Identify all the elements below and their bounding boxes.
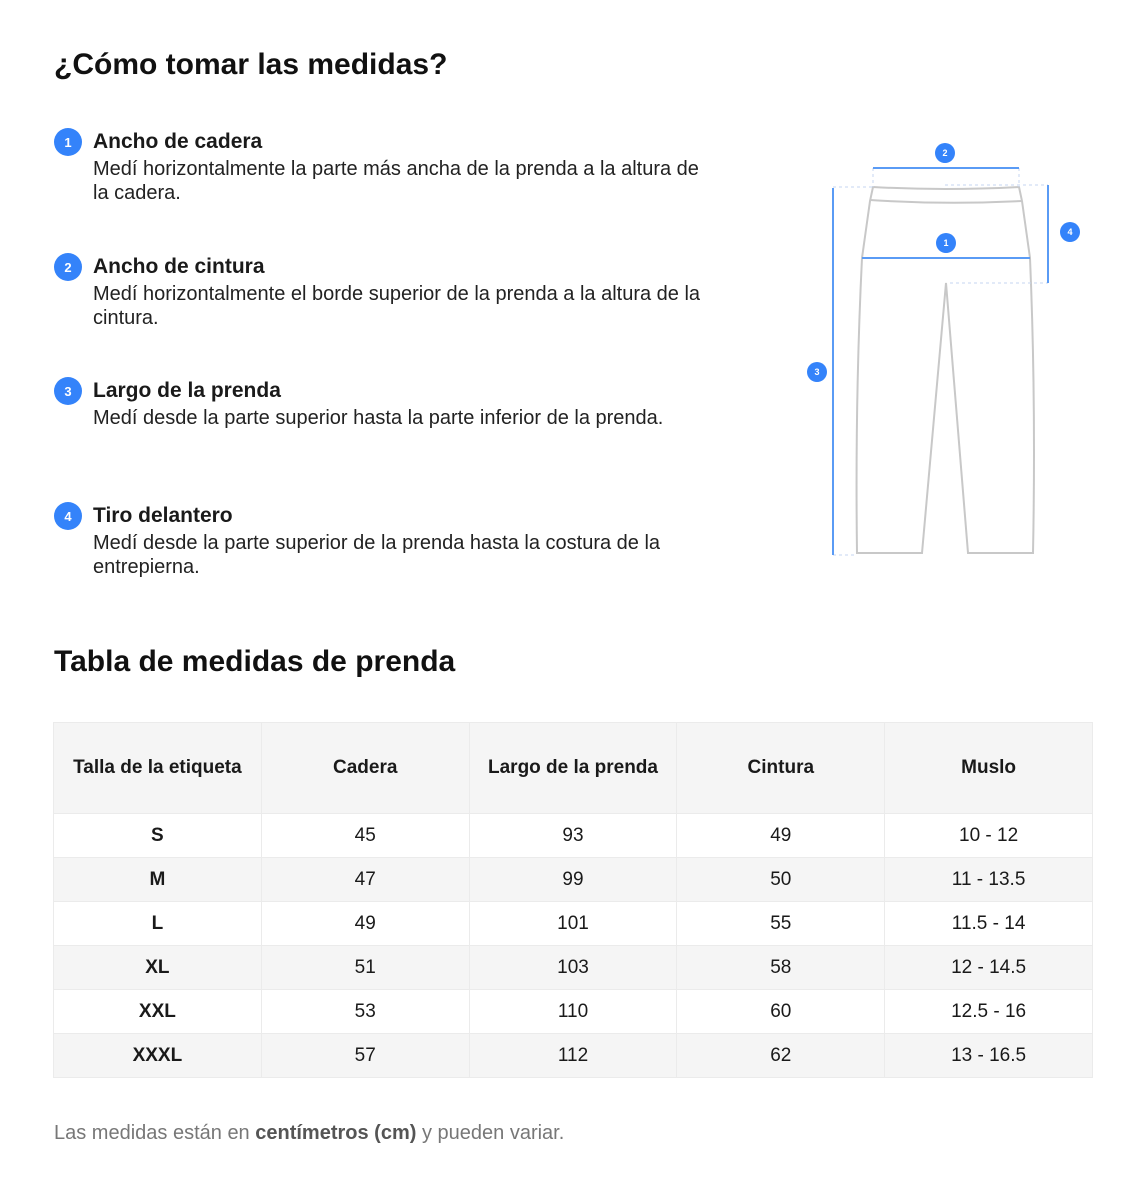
table-cell: L	[54, 902, 262, 946]
step-badge: 3	[54, 377, 82, 405]
table-cell: 45	[261, 814, 469, 858]
table-cell: 12.5 - 16	[885, 990, 1093, 1034]
step-description: Medí desde la parte superior hasta la parte inferior de la prenda.	[93, 407, 664, 429]
table-row	[54, 858, 1093, 902]
table-row	[54, 814, 1093, 858]
step-title: Ancho de cadera	[93, 130, 263, 153]
table-cell: XXXL	[54, 1034, 262, 1078]
note-text: Las medidas están en	[54, 1122, 256, 1144]
table-cell: 12 - 14.5	[885, 946, 1093, 990]
table-cell: 99	[469, 858, 677, 902]
table-cell: XL	[54, 946, 262, 990]
step-title: Largo de la prenda	[93, 379, 281, 402]
table-cell: 47	[261, 858, 469, 902]
step-title: Ancho de cintura	[93, 255, 265, 278]
guide-lines	[833, 168, 1048, 555]
table-cell: S	[54, 814, 262, 858]
svg-text:4: 4	[1067, 227, 1073, 237]
table-cell: 57	[261, 1034, 469, 1078]
step-description: Medí horizontalmente el borde superior de la prenda a la altura de la cintura.	[93, 283, 701, 329]
table-cell: 49	[677, 814, 885, 858]
size-table-title: Tabla de medidas de prenda	[54, 645, 456, 678]
table-cell: 93	[469, 814, 677, 858]
table-cell: 103	[469, 946, 677, 990]
diagram-badge-4	[1060, 222, 1080, 242]
diagram-badge-1	[936, 233, 956, 253]
units-note	[54, 1122, 564, 1145]
table-cell: 11 - 13.5	[885, 858, 1093, 902]
table-row	[54, 902, 1093, 946]
table-cell: 110	[469, 990, 677, 1034]
header-waist: Cintura	[677, 723, 885, 814]
how-to-title: ¿Cómo tomar las medidas?	[54, 48, 448, 81]
table-cell: 11.5 - 14	[885, 902, 1093, 946]
diagram-badge-2	[935, 143, 955, 163]
step-badge: 2	[54, 253, 82, 281]
table-cell: 60	[677, 990, 885, 1034]
note-text-end: y pueden variar.	[416, 1122, 565, 1144]
step-title: Tiro delantero	[93, 504, 233, 527]
table-cell: 13 - 16.5	[885, 1034, 1093, 1078]
header-hip: Cadera	[261, 723, 469, 814]
table-cell: 112	[469, 1034, 677, 1078]
note-units: centímetros (cm)	[255, 1122, 417, 1144]
table-cell: M	[54, 858, 262, 902]
step-description: Medí horizontalmente la parte más ancha de la prenda a la altura de la cadera.	[93, 158, 699, 204]
size-table	[53, 722, 1093, 1078]
table-cell: 53	[261, 990, 469, 1034]
table-row	[54, 1034, 1093, 1078]
step-badge: 4	[54, 502, 82, 530]
header-thigh: Muslo	[885, 723, 1093, 814]
table-row	[54, 990, 1093, 1034]
table-cell: 55	[677, 902, 885, 946]
table-row	[54, 946, 1093, 990]
measurement-lines	[833, 168, 1048, 555]
header-size: Talla de la etiqueta	[54, 723, 262, 814]
table-cell: 49	[261, 902, 469, 946]
table-cell: 58	[677, 946, 885, 990]
table-cell: 10 - 12	[885, 814, 1093, 858]
table-header-row	[54, 723, 1093, 814]
table-cell: 62	[677, 1034, 885, 1078]
svg-text:2: 2	[942, 148, 948, 158]
table-cell: 101	[469, 902, 677, 946]
step-badge: 1	[54, 128, 82, 156]
header-length: Largo de la prenda	[469, 723, 677, 814]
step-description: Medí desde la parte superior de la prenda hasta la costura de la entrepierna.	[93, 532, 661, 578]
diagram-badge-3	[807, 362, 827, 382]
table-cell: 50	[677, 858, 885, 902]
table-cell: 51	[261, 946, 469, 990]
svg-text:3: 3	[814, 367, 820, 377]
table-cell: XXL	[54, 990, 262, 1034]
svg-text:1: 1	[943, 238, 949, 248]
